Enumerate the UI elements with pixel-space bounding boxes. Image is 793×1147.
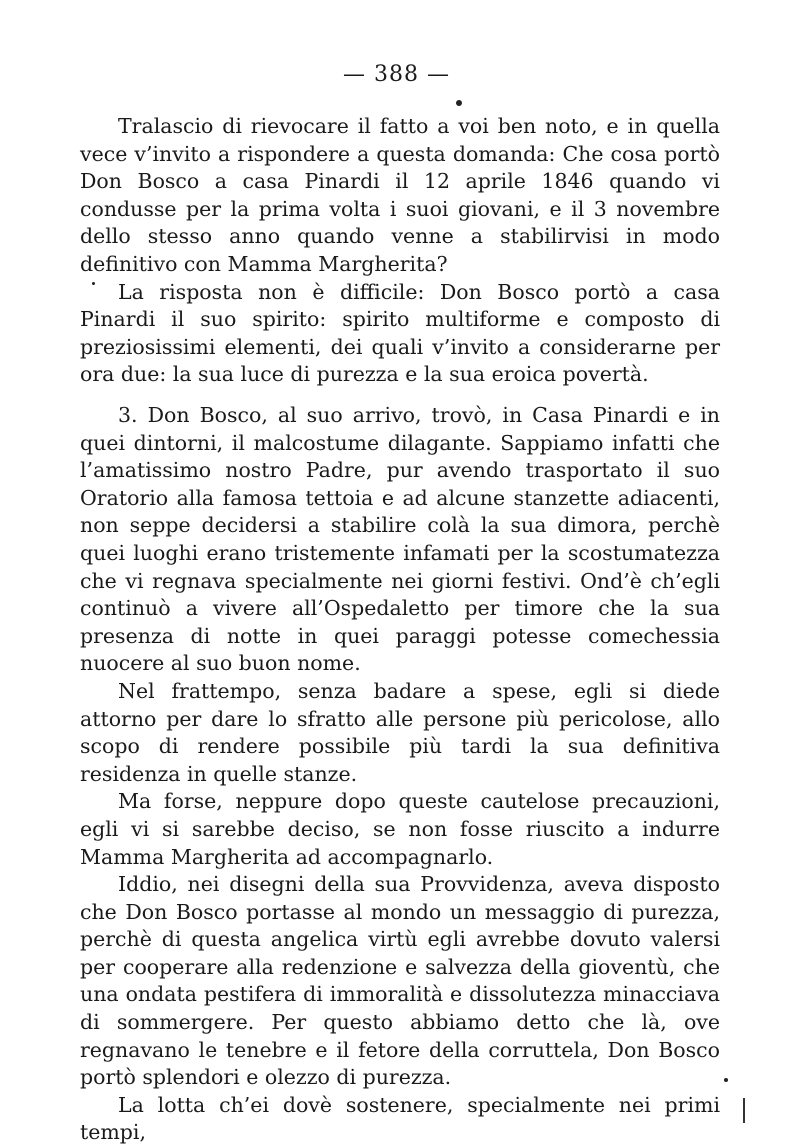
scan-speck: [92, 282, 95, 285]
paragraph-question: Tralascio di rievocare il fatto a voi ben noto, e in quella vece v’invito a rispondere a questa domanda: Che cosa portò Don Bosco a casa Pinardi il 12 aprile 1846 quando vi condusse per la prima volta i suoi giovani, e il 3 novembre dello stesso anno quando venne a stabilirvisi in modo definitivo con Mamma Margherita?: [80, 114, 720, 276]
paragraph-purity-message: Iddio, nei disegni della sua Provvidenza, aveva disposto che Don Bosco portasse al mondo un messaggio di purezza, perchè di questa angelica virtù egli avrebbe dovuto valersi per cooperare alla redenzione e salvezza della gioventù, che una ondata pestifera di immoralità e dissolutezza minacciava di sommergere. Per questo abbiamo detto che là, ove regnavano le tenebre e il fetore della corruttela, Don Bosco portò splendori e olezzo di purezza.: [80, 872, 720, 1090]
paragraph-eviction: Nel frattempo, senza badare a spese, egli si diede attorno per dare lo sfratto alle persone più pericolose, allo scopo di rendere possibile più tardi la sua definitiva residenza in quelle stanze.: [80, 678, 720, 786]
paragraph-mamma-margherita: Ma forse, neppure dopo queste cautelose precauzioni, egli vi si sarebbe deciso, se non fosse riuscito a indurre Mamma Margherita ad accompagnarlo.: [80, 789, 720, 869]
paragraph-answer: La risposta non è difficile: Don Bosco portò a casa Pinardi il suo spirito: spirito multiforme e composto di preziosissimi elementi, dei quali v’invito a considerarne per ora due: la sua luce di purezza e la sua eroica povertà.: [80, 279, 720, 387]
page-number: — 388 —: [343, 62, 450, 87]
paragraph-section-3-opening: 3. Don Bosco, al suo arrivo, trovò, in Casa Pinardi e in quei dintorni, il malcostume dilagante. Sappiamo infatti che l’amatissimo nostro Padre, pur avendo trasportato il suo Oratorio alla famosa tettoia e ad alcune stanzette adiacenti, non seppe decidersi a stabilire colà la sua dimora, perchè quei luoghi erano tristemente infamati per la scostumatezza che vi regnava specialmente nei giorni festivi. Ond’è ch’egli continuò a vivere all’Ospedaletto per timore che la sua presenza di notte in quei paraggi potesse comechessia nuocere al suo buon nome.: [80, 403, 720, 676]
section-3: [80, 402, 720, 1147]
scan-speck: [456, 100, 462, 106]
scan-speck: [724, 1078, 728, 1082]
scan-edge-line: [743, 1098, 745, 1123]
intro-section: [80, 113, 720, 389]
paragraph-struggle: La lotta ch’ei dovè sostenere, specialmente nei primi tempi,: [80, 1092, 720, 1145]
